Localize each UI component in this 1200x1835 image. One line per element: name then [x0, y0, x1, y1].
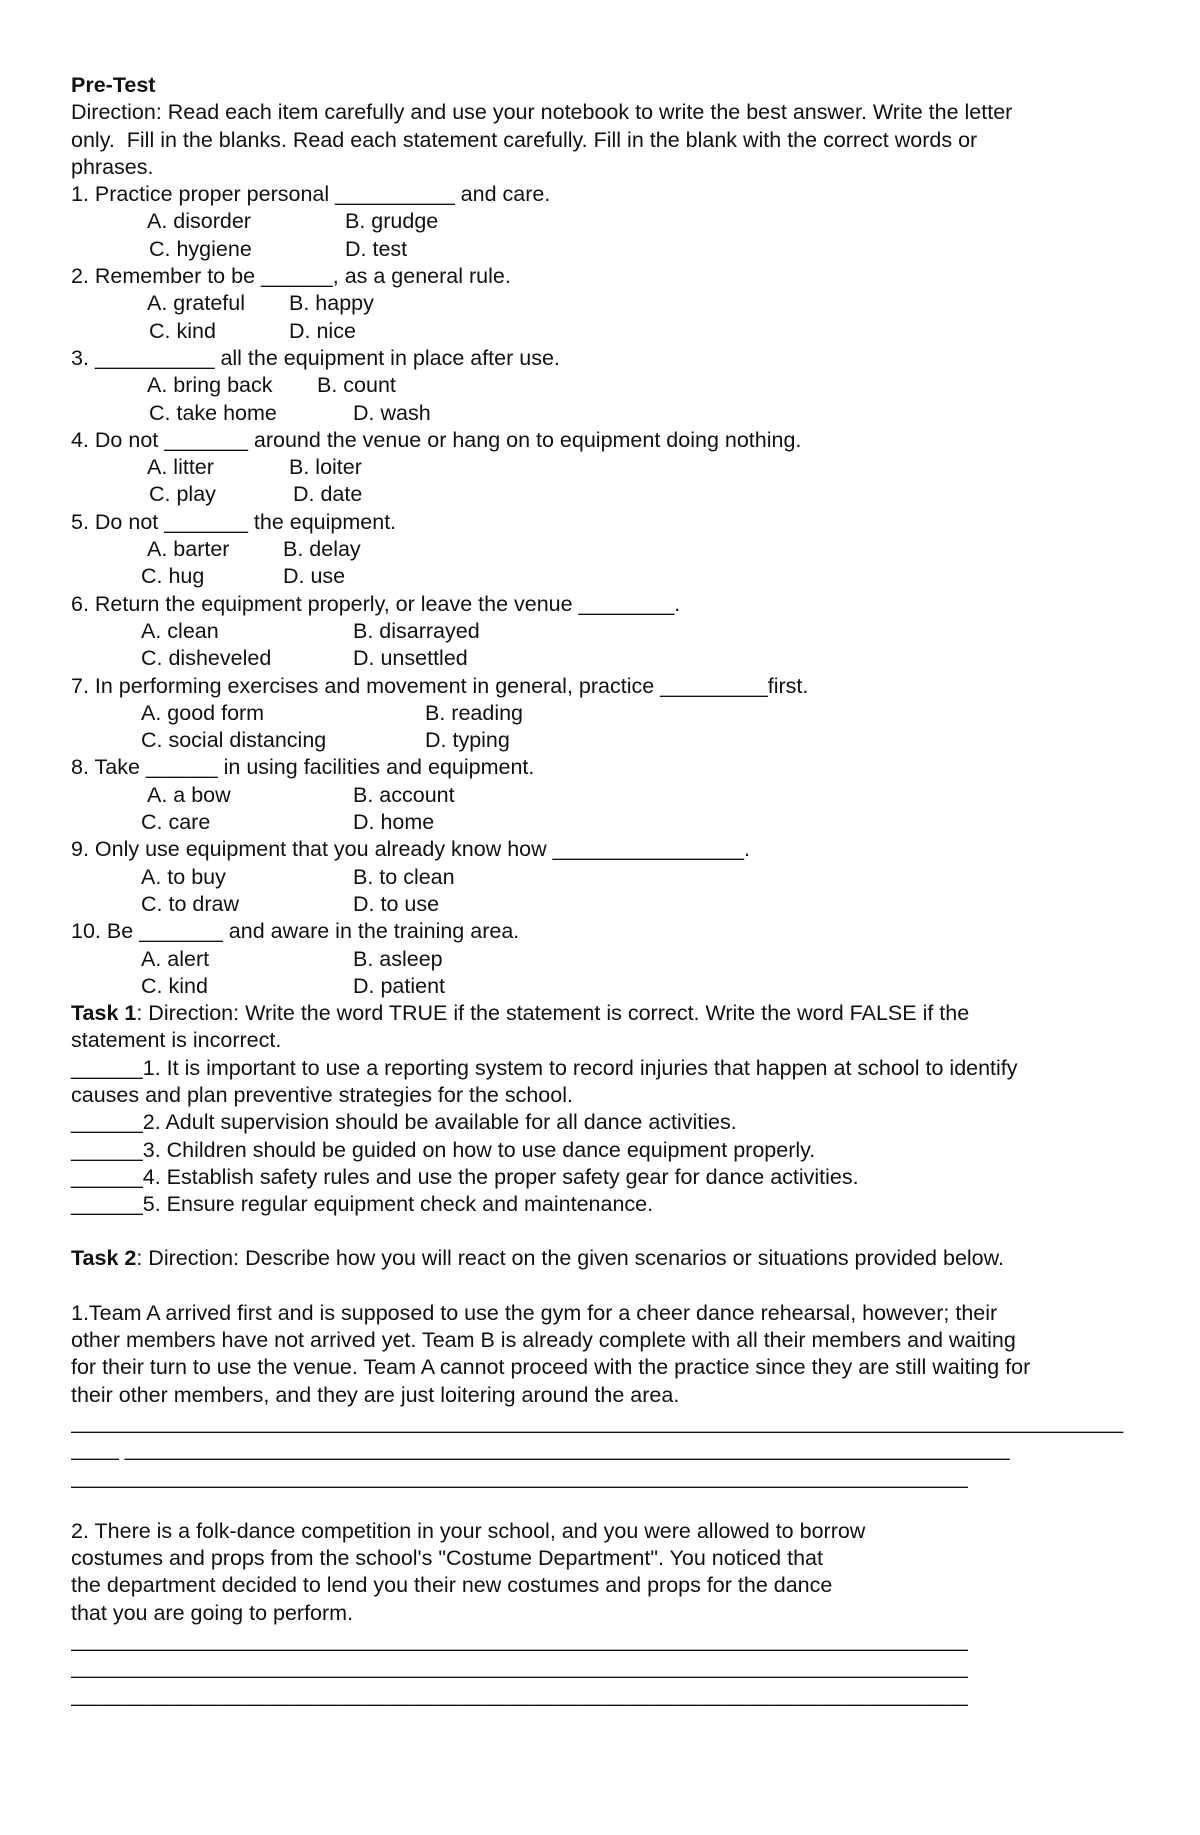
scenario-1-line: their other members, and they are just loitering around the area. — [71, 1382, 680, 1407]
option-d: D. use — [283, 564, 346, 589]
task2-direction-text: : Direction: Describe how you will react on the given scenarios or situations provided below. — [136, 1246, 1004, 1271]
option-b: B. to clean — [353, 864, 455, 889]
question-8: 8. Take ______ in using facilities and equipment. — [71, 755, 535, 780]
option-a: A. clean — [141, 618, 219, 643]
option-b: B. happy — [289, 291, 374, 316]
option-c: C. social distancing — [141, 728, 327, 753]
options-row — [71, 400, 1131, 427]
task1-direction-line: statement is incorrect. — [71, 1028, 282, 1053]
option-c: C. take home — [149, 400, 277, 425]
option-b: B. loiter — [289, 455, 362, 480]
options-row — [71, 618, 1131, 645]
option-a: A. grateful — [147, 291, 245, 316]
option-c: C. kind — [141, 973, 208, 998]
option-b: B. delay — [283, 537, 361, 562]
options-row — [71, 645, 1131, 672]
task1-direction — [71, 1000, 1131, 1027]
question-7: 7. In performing exercises and movement in general, practice _________first. — [71, 673, 809, 698]
option-d: D. nice — [289, 318, 356, 343]
question-2: 2. Remember to be ______, as a general rule. — [71, 264, 511, 289]
options-row — [71, 290, 1131, 317]
option-b: B. grudge — [345, 209, 439, 234]
option-c: C. hygiene — [149, 236, 252, 261]
answer-line: ________________________________________________________________________________________ — [71, 1409, 1124, 1434]
answer-line: ___________________________________________________________________________ — [71, 1655, 968, 1680]
options-row — [71, 236, 1131, 263]
options-row — [71, 318, 1131, 345]
option-d: D. patient — [353, 973, 446, 998]
task1-statement: ______4. Establish safety rules and use the proper safety gear for dance activities. — [71, 1164, 859, 1189]
pretest-direction-line: only. Fill in the blanks. Read each statement carefully. Fill in the blank with the correct words or — [71, 127, 978, 152]
option-d: D. test — [345, 236, 408, 261]
option-b: B. disarrayed — [353, 618, 480, 643]
answer-line: ____ __________________________________________________________________________ — [71, 1437, 1010, 1462]
option-d: D. unsettled — [353, 646, 468, 671]
question-5: 5. Do not _______ the equipment. — [71, 509, 397, 534]
option-d: D. wash — [353, 400, 431, 425]
option-c: C. disheveled — [141, 646, 272, 671]
option-a: A. barter — [147, 537, 230, 562]
option-a: A. alert — [141, 946, 210, 971]
option-d: D. date — [293, 482, 363, 507]
option-a: A. to buy — [141, 864, 226, 889]
task1-direction-text: : Direction: Write the word TRUE if the statement is correct. Write the word FALSE if the — [136, 1001, 970, 1026]
question-4: 4. Do not _______ around the venue or hang on to equipment doing nothing. — [71, 427, 802, 452]
options-row — [71, 782, 1131, 809]
answer-line: ___________________________________________________________________________ — [71, 1682, 968, 1707]
options-row — [71, 891, 1131, 918]
scenario-2-line: 2. There is a folk-dance competition in your school, and you were allowed to borrow — [71, 1518, 866, 1543]
task1-statement: ______1. It is important to use a reporting system to record injuries that happen at school to identify — [71, 1055, 1018, 1080]
option-c: C. care — [141, 810, 211, 835]
task1-statement: ______2. Adult supervision should be available for all dance activities. — [71, 1110, 737, 1135]
option-d: D. home — [353, 810, 435, 835]
question-1: 1. Practice proper personal __________ and care. — [71, 182, 551, 207]
options-row — [71, 208, 1131, 235]
option-a: A. litter — [147, 455, 214, 480]
options-row — [71, 563, 1131, 590]
question-10: 10. Be _______ and aware in the training area. — [71, 919, 520, 944]
option-c: C. hug — [141, 564, 205, 589]
options-row — [71, 864, 1131, 891]
options-row — [71, 372, 1131, 399]
option-d: D. to use — [353, 891, 440, 916]
options-row — [71, 946, 1131, 973]
option-b: B. count — [317, 373, 396, 398]
scenario-1-line: for their turn to use the venue. Team A cannot proceed with the practice since they are still waiting for — [71, 1355, 1031, 1380]
options-row — [71, 809, 1131, 836]
scenario-2-line: that you are going to perform. — [71, 1600, 354, 1625]
option-c: C. kind — [149, 318, 216, 343]
options-row — [71, 700, 1131, 727]
options-row — [71, 973, 1131, 1000]
pretest-direction-line: Direction: Read each item carefully and use your notebook to write the best answer. Write the letter — [71, 100, 1013, 125]
option-a: A. good form — [141, 700, 265, 725]
scenario-2-line: costumes and props from the school's "Costume Department". You noticed that — [71, 1546, 823, 1571]
options-row — [71, 454, 1131, 481]
task1-statement: causes and plan preventive strategies for the school. — [71, 1082, 573, 1107]
task1-statement: ______5. Ensure regular equipment check and maintenance. — [71, 1192, 654, 1217]
question-6: 6. Return the equipment properly, or leave the venue ________. — [71, 591, 681, 616]
option-c: C. play — [149, 482, 216, 507]
answer-line: ___________________________________________________________________________ — [71, 1464, 968, 1489]
scenario-2-line: the department decided to lend you their new costumes and props for the dance — [71, 1573, 833, 1598]
pretest-title: Pre-Test — [71, 73, 156, 97]
question-3: 3. __________ all the equipment in place after use. — [71, 345, 560, 370]
option-b: B. asleep — [353, 946, 443, 971]
option-c: C. to draw — [141, 891, 239, 916]
options-row — [71, 481, 1131, 508]
option-b: B. account — [353, 782, 455, 807]
scenario-1-line: 1.Team A arrived first and is supposed to use the gym for a cheer dance rehearsal, however; their — [71, 1300, 998, 1325]
option-b: B. reading — [425, 700, 524, 725]
option-a: A. bring back — [147, 373, 273, 398]
pretest-direction-line: phrases. — [71, 154, 154, 179]
task2-label: Task 2 — [71, 1246, 137, 1271]
task1-label: Task 1 — [71, 1001, 137, 1026]
task2-direction — [71, 1245, 1131, 1272]
options-row — [71, 536, 1131, 563]
question-9: 9. Only use equipment that you already know how ________________. — [71, 837, 750, 862]
answer-line: ___________________________________________________________________________ — [71, 1628, 968, 1653]
option-a: A. disorder — [147, 209, 251, 234]
option-d: D. typing — [425, 728, 510, 753]
option-a: A. a bow — [147, 782, 231, 807]
scenario-1-line: other members have not arrived yet. Team B is already complete with all their members and waiting — [71, 1328, 1016, 1353]
options-row — [71, 727, 1131, 754]
task1-statement: ______3. Children should be guided on how to use dance equipment properly. — [71, 1137, 816, 1162]
worksheet-page — [71, 72, 1131, 1709]
